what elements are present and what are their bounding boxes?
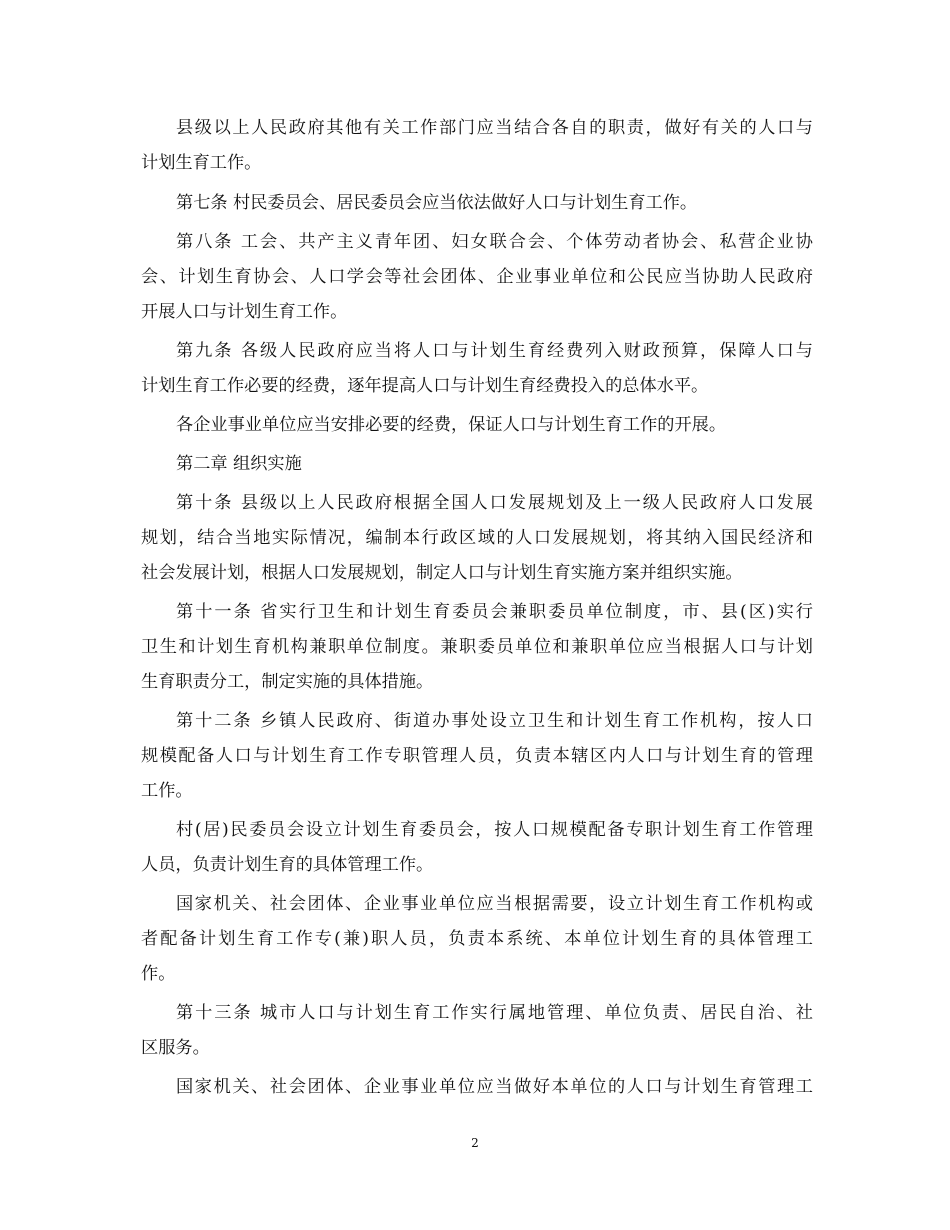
text-line: 规模配备人口与计划生育工作专职管理人员，负责本辖区内人口与计划生育的管理 <box>141 746 813 766</box>
text-line: 第八条 工会、共产主义青年团、妇女联合会、个体劳动者协会、私营企业协 <box>176 232 813 252</box>
text-line: 社会发展计划，根据人口发展规划，制定人口与计划生育实施方案并组织实施。 <box>141 563 743 583</box>
text-line: 第十二条 乡镇人民政府、街道办事处设立卫生和计划生育工作机构，按人口 <box>176 711 813 731</box>
text-line: 作。 <box>141 964 176 984</box>
text-line: 者配备计划生育工作专(兼)职人员，负责本系统、本单位计划生育的具体管理工 <box>141 929 813 949</box>
text-line: 会、计划生育协会、人口学会等社会团体、企业事业单位和公民应当协助人民政府 <box>141 267 813 287</box>
text-line: 各企业事业单位应当安排必要的经费，保证人口与计划生育工作的开展。 <box>176 415 727 435</box>
text-line: 开展人口与计划生育工作。 <box>141 302 348 322</box>
page-number: 2 <box>471 1136 479 1150</box>
text-line: 生育职责分工，制定实施的具体措施。 <box>141 672 434 692</box>
text-line: 县级以上人民政府其他有关工作部门应当结合各自的职责，做好有关的人口与 <box>176 118 813 138</box>
text-line: 工作。 <box>141 781 193 801</box>
text-line: 第十一条 省实行卫生和计划生育委员会兼职委员单位制度，市、县(区)实行 <box>176 602 813 622</box>
text-line: 第十三条 城市人口与计划生育工作实行属地管理、单位负责、居民自治、社 <box>176 1003 813 1023</box>
text-line: 卫生和计划生育机构兼职单位制度。兼职委员单位和兼职单位应当根据人口与计划 <box>141 637 813 657</box>
text-line: 第九条 各级人民政府应当将人口与计划生育经费列入财政预算，保障人口与 <box>176 341 813 361</box>
text-line: 人员，负责计划生育的具体管理工作。 <box>141 855 434 875</box>
text-line: 国家机关、社会团体、企业事业单位应当做好本单位的人口与计划生育管理工 <box>176 1077 813 1097</box>
text-line: 规划，结合当地实际情况，编制本行政区域的人口发展规划，将其纳入国民经济和 <box>141 528 813 548</box>
text-line: 第七条 村民委员会、居民委员会应当依法做好人口与计划生育工作。 <box>176 193 698 213</box>
text-line: 国家机关、社会团体、企业事业单位应当根据需要，设立计划生育工作机构或 <box>176 894 813 914</box>
text-line: 计划生育工作必要的经费，逐年提高人口与计划生育经费投入的总体水平。 <box>141 376 709 396</box>
chapter-heading: 第二章 组织实施 <box>176 454 302 474</box>
text-line: 村(居)民委员会设立计划生育委员会，按人口规模配备专职计划生育工作管理 <box>176 820 813 840</box>
text-line: 第十条 县级以上人民政府根据全国人口发展规划及上一级人民政府人口发展 <box>176 493 813 513</box>
text-line: 计划生育工作。 <box>141 153 262 173</box>
text-line: 区服务。 <box>141 1038 210 1058</box>
